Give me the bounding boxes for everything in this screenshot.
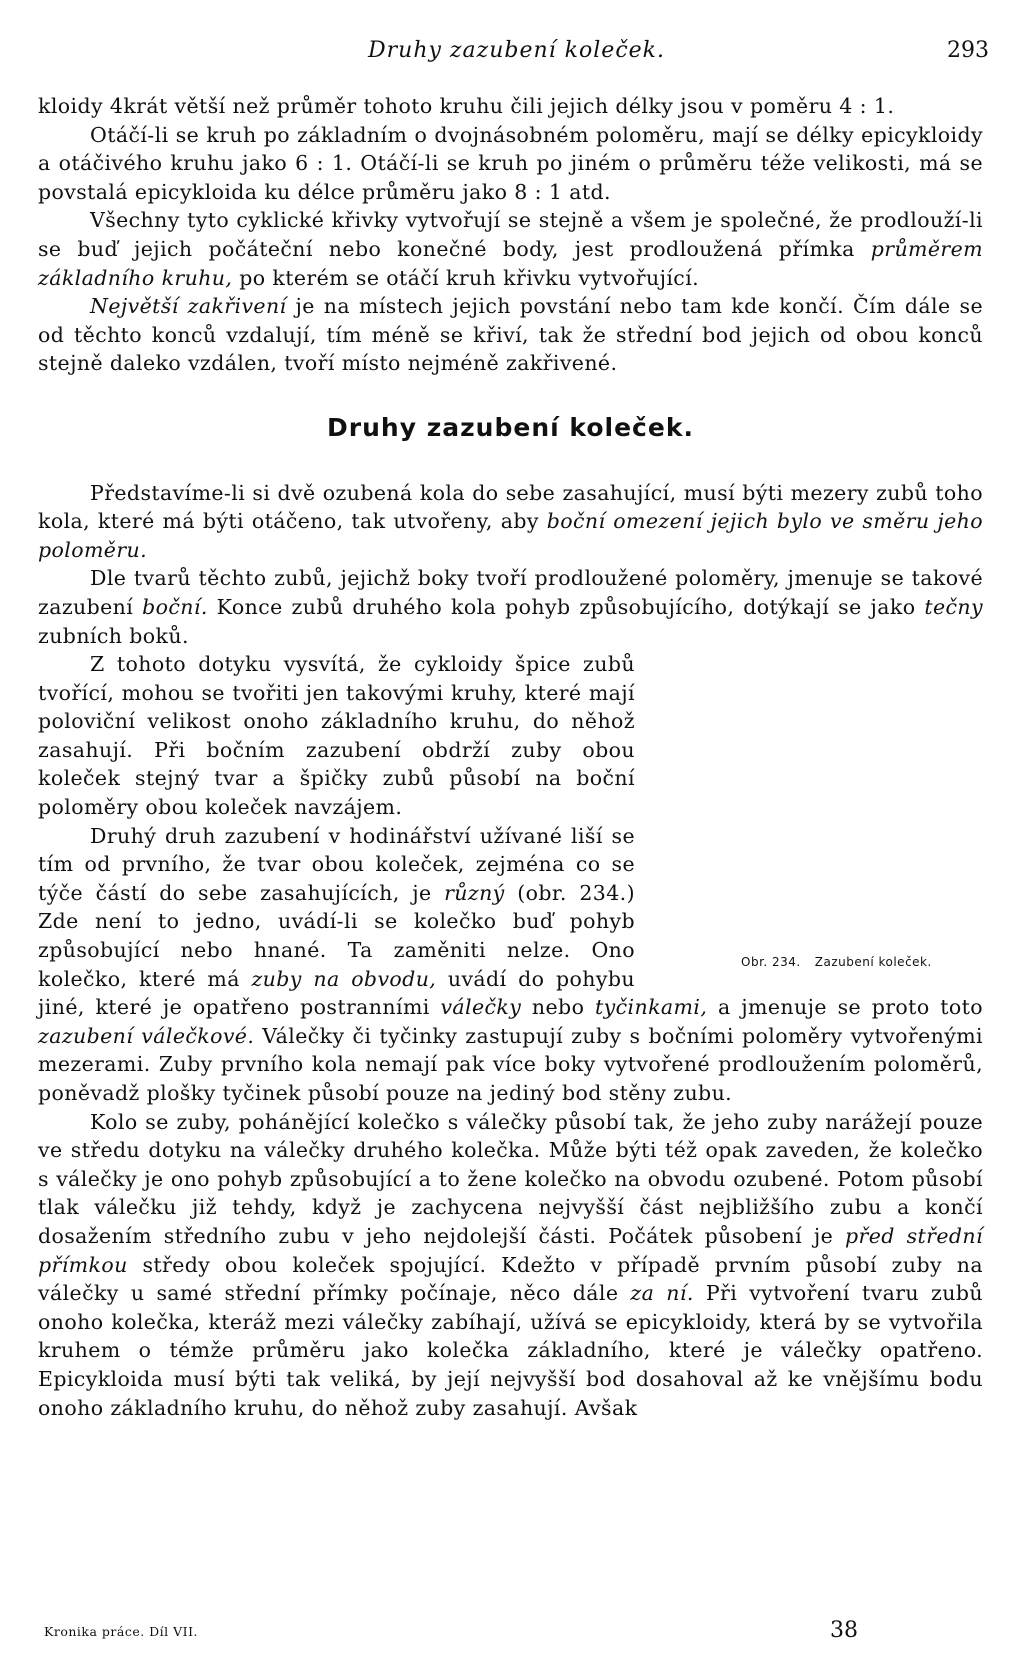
paragraph-1: kloidy 4krát větší než průměr tohoto kruhu čili jejich délky jsou v poměru 4 : 1. bbox=[38, 94, 895, 118]
paragraph-8-text-5: a jmenuje se proto toto bbox=[707, 995, 984, 1020]
paragraph-8-text-4: nebo bbox=[521, 995, 596, 1020]
paragraph-3-text-end: po kterém se otáčí kruh křivku vytvořující. bbox=[232, 265, 700, 290]
body-text bbox=[38, 92, 983, 1422]
paragraph-6-text-3: zubních boků. bbox=[38, 623, 189, 648]
paragraph-8-emphasis-3: válečky bbox=[440, 995, 522, 1020]
paragraph-6-emphasis-2: tečny bbox=[924, 594, 984, 619]
paragraph-5-emphasis: boční omezení jejich bylo ve směru jeho poloměru. bbox=[38, 509, 983, 562]
paragraph-2: Otáčí-li se kruh po základním o dvojnásobném poloměru, mají se délky epicykloidy a otáčivého kruhu jako 6 : 1. Otáčí-li se kruh po jiném o průměru téže velikosti, má se povstalá epicykloida ku délce průměru jako 8 : 1 atd. bbox=[38, 122, 983, 204]
paragraph-3 bbox=[38, 206, 983, 292]
paragraph-6-text-2: Konce zubů druhého kola pohyb způsobujícího, dotýkají se jako bbox=[207, 594, 925, 619]
paragraph-6-text: Dle tvarů těchto zubů, jejichž boky tvoří prodloužené poloměry, jmenuje se takové zazubení bbox=[38, 566, 983, 619]
paragraph-4-emphasis: Největší zakřivení bbox=[90, 294, 287, 319]
figure-caption bbox=[741, 948, 932, 977]
paragraph-3-emphasis: průměrem základního kruhu, bbox=[38, 236, 983, 290]
paragraph-8-text-3: uvádí do pohybu jiné, které je opatřeno postranními bbox=[38, 966, 635, 1020]
running-title: Druhy zazubení koleček. bbox=[368, 38, 665, 63]
paragraph-8-emphasis-2: zuby na obvodu, bbox=[251, 966, 437, 991]
paragraph-4-text: je na místech jejich povstání nebo tam kde končí. Čím dále se od těchto konců vzdalují, tím méně se křiví, tak že střední bod jejich od obou konců stejně daleko vzdálen, tvoří místo nejméně zakřivené. bbox=[38, 294, 983, 376]
paragraph-5 bbox=[38, 479, 983, 565]
figure-image-area bbox=[653, 650, 983, 946]
paragraph-9 bbox=[38, 1108, 983, 1423]
paragraph-9-text-3: Při vytvoření tvaru zubů onoho kolečka, kteráž mezi válečky zabíhají, užívá se epicykloidy, která by se vytvořila kruhem o témže průměru jako kolečka základního, které je válečky opatřeno. Epicykloida musí býti tak veliká, by její nejvyšší bod dosahoval až ke vnějšímu bodu onoho základního kruhu, do něhož zuby zasahují. Avšak bbox=[38, 1281, 983, 1420]
figure-caption-text: Zazubení koleček. bbox=[814, 955, 932, 970]
paragraph-8-text-2: (obr. 234.) Zde není to jedno, uvádí-li se kolečko buď pohyb způsobující nebo hnané. Ta zaměniti nelze. Ono kolečko, které má bbox=[38, 880, 635, 991]
paragraph-8-text-6: Válečky či tyčinky zastupují zuby s bočními poloměry vytvořenými mezerami. Zuby prvního kola nemají pak více boky vytvořené prodloužením poloměrů, poněvadž plošky tyčinek působí pouze na jediný bod stěny zubu. bbox=[38, 1023, 983, 1105]
paragraph-9-emphasis-2: za ní. bbox=[630, 1281, 694, 1306]
paragraph-9-text-1: Kolo se zuby, pohánějící kolečko s válečky působí tak, že jeho zuby narážejí pouze ve středu dotyku na válečky druhého kolečka. Může býti též opak zaveden, že kolečko s válečky je ono pohyb způsobující a to žene kolečko na obvodu ozubené. Potom působí tlak válečku již tehdy, když je zachycena nejvyšší část nejbližšího zubu a končí dosažením středního zubu v jeho nejdolejší části. Počátek působení je bbox=[38, 1109, 983, 1248]
section-heading: Druhy zazubení koleček. bbox=[327, 412, 694, 442]
paragraph-7: Z tohoto dotyku vysvítá, že cykloidy špice zubů tvořící, mohou se tvořiti jen takovými kruhy, které mají poloviční velikost onoho základního kruhu, do něhož zasahují. Při bočním zazubení obdrží zuby obou koleček stejný tvar a špičky zubů působí na boční poloměry obou koleček navzájem. bbox=[38, 652, 635, 820]
paragraph-8-emphasis-4: tyčinkami, bbox=[595, 995, 708, 1020]
paragraph-8-emphasis-1: různý bbox=[444, 880, 505, 905]
figure-caption-number: Obr. 234. bbox=[741, 955, 801, 970]
page-footer bbox=[44, 1618, 944, 1644]
paragraph-6-emphasis-1: boční. bbox=[142, 594, 208, 619]
paragraph-6 bbox=[38, 564, 983, 650]
paragraph-8-text-1: Druhý druh zazubení v hodinářství užívané liší se tím od prvního, že tvar obou koleček, zejména co se týče částí do sebe zasahujících, je bbox=[38, 823, 635, 905]
paragraph-5-text: Představíme-li si dvě ozubená kola do sebe zasahující, musí býti mezery zubů toho kola, které má býti otáčeno, tak utvořeny, aby bbox=[38, 480, 983, 534]
page-number: 293 bbox=[947, 38, 989, 63]
paragraph-9-emphasis-1: před střední přímkou bbox=[38, 1223, 983, 1277]
paragraph-8-emphasis-5: zazubení válečkové. bbox=[38, 1023, 255, 1048]
page-header bbox=[44, 38, 989, 68]
paragraph-4 bbox=[38, 292, 983, 378]
paragraph-9-text-2: středy obou koleček spojující. Kdežto v případě prvním působí zuby na válečky u samé střední přímky počínaje, něco dále bbox=[38, 1252, 983, 1306]
printer-signature: Kronika práce. Díl VII. bbox=[44, 1624, 199, 1639]
figure-234 bbox=[653, 650, 983, 970]
sheet-number: 38 bbox=[830, 1618, 858, 1643]
paragraph-3-text: Všechny tyto cyklické křivky vytvořují se stejně a všem je společné, že prodlouží-li se buď jejich počáteční nebo konečné body, jest prodloužená přímka bbox=[38, 208, 983, 261]
